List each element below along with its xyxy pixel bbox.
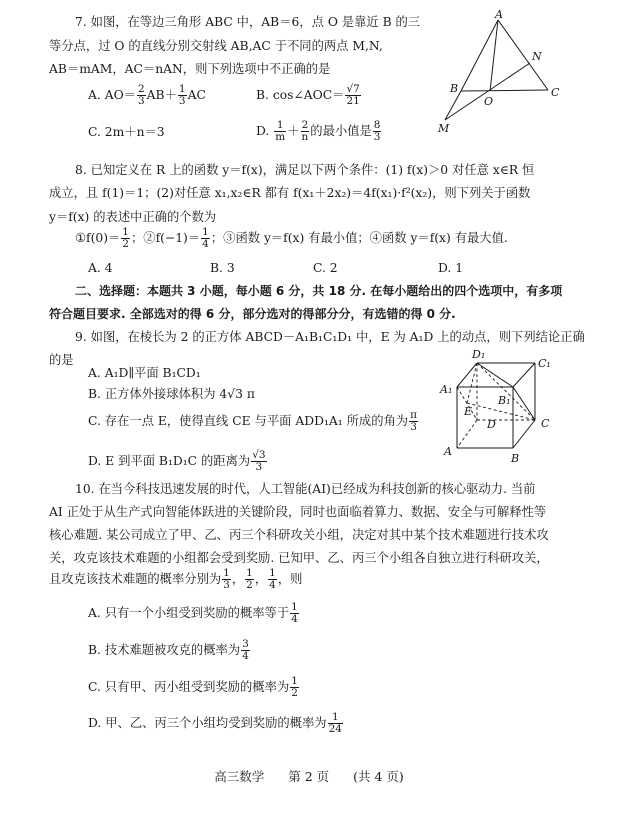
fraction: $\frac{√3}{3}$ [252, 449, 266, 474]
q10-option-a-text: A. 只有一个小组受到奖励的概率等于 [88, 606, 290, 621]
label-b1: B₁ [498, 394, 511, 407]
fraction: $\frac{1}{3}$ [223, 567, 230, 592]
label-a: A [495, 10, 503, 21]
q9-option-c-text: C. 存在一点 E，使得直线 CE 与平面 ADD₁A₁ 所成的角为 [88, 414, 409, 429]
section-2-heading-line1: 二、选择题：本题共 3 小题，每小题 6 分，共 18 分. 在每小题给出的四个选项中，有多项 [75, 284, 563, 298]
q10-option-a [88, 602, 300, 625]
q9-option-d [88, 450, 268, 473]
q8-option-a: A. 4 [88, 261, 113, 275]
footer-subject: 高三数学 [214, 769, 265, 784]
q7-triangle-figure [435, 10, 575, 135]
q7-line3: AB＝mAM，AC＝nAN，则下列选项中不正确的是 [49, 62, 331, 76]
q8-statement-3-4: ；③函数 y＝f(x) 有最小值；④函数 y＝f(x) 有最大值. [210, 231, 508, 246]
q8-statement-2: ；②f(−1)＝ [130, 231, 201, 246]
fraction: $\frac{1}{2}$ [291, 675, 298, 700]
q7-option-a-end: AC [187, 88, 206, 103]
q9-option-b: B. 正方体外接球体积为 4√3 π [88, 387, 255, 401]
fraction: $\frac{1}{3}$ [178, 83, 186, 108]
q9-option-a: A. A₁D∥平面 B₁CD₁ [88, 366, 201, 380]
plus-sign: ＋ [287, 124, 300, 139]
q10-option-b-text: B. 技术难题被攻克的概率为 [88, 643, 241, 658]
q8-option-c: C. 2 [313, 261, 338, 275]
label-m: M [438, 122, 450, 135]
q9-line1: 9. 如图，在棱长为 2 的正方体 ABCD－A₁B₁C₁D₁ 中，E 为 A₁D 上的动点，则下列结论正确 [75, 330, 585, 344]
page-footer [0, 767, 618, 785]
q10-option-b [88, 639, 251, 662]
q10-line5: 且攻克该技术难题的概率分别为 $\frac{1}{3}$ ， $\frac{1}{2}$ ， $\frac{1}{4}$ ，则 [49, 567, 303, 592]
fraction: $\frac{1}{24}$ [328, 711, 342, 736]
segment-ao [490, 20, 498, 91]
q10-line5-end: ，则 [277, 572, 303, 587]
label-e: E [464, 405, 473, 418]
q10-option-d [88, 712, 344, 735]
q7-option-c: C. 2m＋n＝3 [88, 125, 165, 139]
label-c1: C₁ [538, 357, 551, 370]
q8-line2: 成立，且 f(1)＝1；(2)对任意 x₁,x₂∈R 都有 f(x₁＋2x₂)＝4f(x₁)·f²(x₂)，则下列关于函数 [49, 186, 531, 200]
side-bc [461, 90, 548, 91]
q7-option-a-mid: AB＋ [146, 88, 177, 103]
q10-line4: 关，攻克该技术难题的小组都会受到奖励. 已知甲、乙、丙三个小组各自独立进行科研攻关， [49, 551, 549, 565]
q8-option-d: D. 1 [438, 261, 464, 275]
fraction: $\frac{1}{4}$ [269, 567, 276, 592]
ray-ab-extension [445, 91, 461, 120]
q10-line5-text: 且攻克该技术难题的概率分别为 [49, 572, 222, 587]
footer-total-pages: (共 4 页) [353, 769, 404, 784]
q7-option-a-text: A. AO＝ [88, 88, 136, 103]
fraction: $\frac{√7}{21}$ [346, 83, 360, 108]
q10-line1: 10. 在当今科技迅速发展的时代，人工智能(AI)已经成为科技创新的核心驱动力. 当前 [75, 482, 536, 496]
q9-line2: 的是 [49, 353, 74, 367]
label-o: O [484, 95, 494, 108]
fraction: $\frac{2}{3}$ [137, 83, 145, 108]
fraction: $\frac{1}{2}$ [122, 226, 129, 251]
label-c: C [551, 86, 560, 99]
label-b: B [511, 452, 520, 465]
label-a1: A₁ [440, 383, 453, 396]
fraction: $\frac{\pi}{3}$ [410, 409, 417, 434]
q7-option-d-text: D. [256, 124, 274, 139]
q10-line3: 核心难题. 某公司成立了甲、乙、丙三个科研攻关小组，决定对其中某个技术难题进行技术攻 [49, 528, 549, 542]
q7-option-d [256, 120, 382, 143]
fraction: $\frac{1}{2}$ [246, 567, 253, 592]
fraction: $\frac{2}{n}$ [301, 119, 309, 144]
q9-option-d-text: D. E 到平面 B₁D₁C 的距离为 [88, 454, 251, 469]
q7-line1: 7. 如图，在等边三角形 ABC 中，AB＝6，点 O 是靠近 B 的三 [75, 15, 421, 29]
fraction: $\frac{1}{4}$ [202, 226, 209, 251]
label-a: A [444, 445, 452, 458]
q7-option-b [256, 84, 362, 107]
label-d1: D₁ [472, 348, 486, 361]
q8-option-b: B. 3 [210, 261, 235, 275]
q8-statement-1: ①f(0)＝ [75, 231, 121, 246]
q10-line2: AI 正处于从生产式向智能体跃进的关键阶段，同时也面临着算力、数据、安全与可解释性等 [49, 505, 547, 519]
fraction: $\frac{8}{3}$ [373, 119, 381, 144]
q9-cube-figure [435, 345, 565, 467]
fraction: $\frac{3}{4}$ [242, 638, 249, 663]
section-2-heading-line2: 符合题目要求. 全部选对的得 6 分，部分选对的得部分分，有选错的得 0 分. [49, 307, 456, 321]
footer-page-number: 第 2 页 [288, 769, 330, 784]
label-b: B [450, 82, 459, 95]
q7-option-b-text: B. cos∠AOC＝ [256, 88, 345, 103]
label-c: C [541, 417, 550, 430]
q8-statements [75, 227, 508, 250]
label-n: N [532, 50, 542, 63]
fraction: $\frac{1}{4}$ [291, 601, 298, 626]
q10-option-d-text: D. 甲、乙、丙三个小组均受到奖励的概率为 [88, 716, 327, 731]
q7-option-d-mid: 的最小值是 [310, 124, 372, 139]
label-d: D [487, 418, 496, 431]
q7-line2: 等分点，过 O 的直线分别交射线 AB,AC 于不同的两点 M,N, [49, 39, 383, 53]
q8-line1: 8. 已知定义在 R 上的函数 y＝f(x)，满足以下两个条件：(1) f(x)＞0 对任意 x∈R 恒 [75, 163, 535, 177]
q7-option-a [88, 84, 206, 107]
q10-option-c [88, 676, 300, 699]
q10-option-c-text: C. 只有甲、丙小组受到奖励的概率为 [88, 680, 290, 695]
q9-option-c [88, 410, 419, 433]
fraction: $\frac{1}{m}$ [275, 119, 286, 144]
side-ab [461, 20, 498, 91]
q8-line3: y＝f(x) 的表述中正确的个数为 [49, 210, 217, 224]
